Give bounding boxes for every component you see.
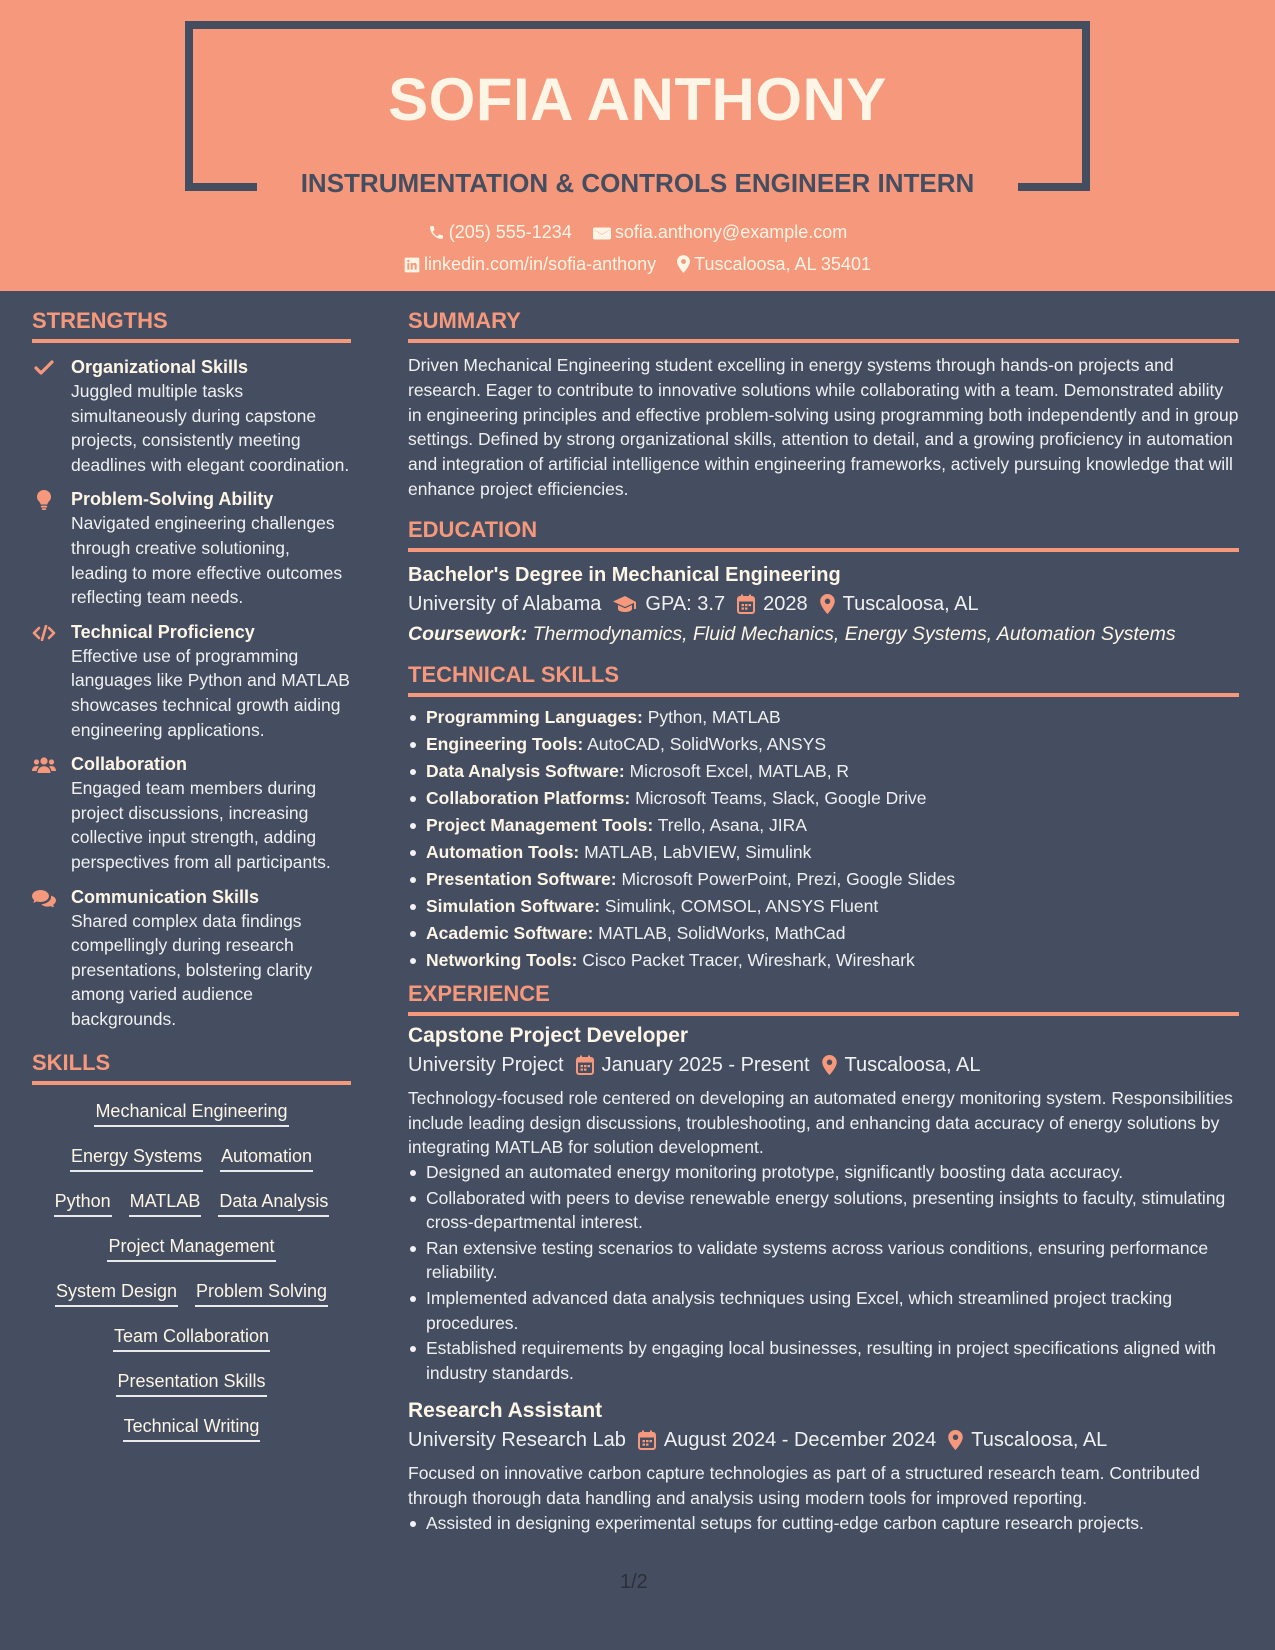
skill-row <box>32 1189 351 1217</box>
skill-value: MATLAB, LabVIEW, Simulink <box>584 841 812 862</box>
skill-label: Data Analysis Software: <box>426 760 625 781</box>
graduation-cap-icon <box>613 595 637 613</box>
list-item <box>408 894 1239 919</box>
strength-desc: Navigated engineering challenges through creative solutioning, leading to more effective outcomes reflecting team needs. <box>71 513 343 608</box>
linkedin-icon <box>404 257 420 273</box>
list-item: Established requirements by engaging local businesses, resulting in project specifications aligned with industry standards. <box>408 1336 1239 1385</box>
gpa-text: GPA: 3.7 <box>645 592 726 615</box>
skill-row <box>32 1234 351 1262</box>
coursework-list: Thermodynamics, Fluid Mechanics, Energy Systems, Automation Systems <box>532 622 1176 645</box>
summary-text: Driven Mechanical Engineering student excelling in energy systems through hands-on projects and research. Eager to contribute to innovative solutions while collaborating with a team. Demonstrated ability in engineering principles and effective problem-solving using programming both independently and in group settings. Defined by strong organizational skills, attention to detail, and a growing proficiency in automation and integration of artificial intelligence within engineering frameworks, actively pursuing knowledge that will enhance project efficiencies. <box>408 355 1239 499</box>
skill-value: Microsoft PowerPoint, Prezi, Google Slides <box>621 868 956 889</box>
job-dates: August 2024 - December 2024 <box>663 1429 937 1452</box>
list-item <box>408 921 1239 946</box>
contact-row-2 <box>0 252 1275 276</box>
users-icon <box>32 755 56 775</box>
coursework <box>408 619 1239 649</box>
skill-label: Automation Tools: <box>426 841 580 862</box>
strength-title: Collaboration <box>71 754 187 775</box>
list-item: Implemented advanced data analysis techniques using Excel, which streamlined project tracking procedures. <box>408 1286 1239 1335</box>
skill-tag: Energy Systems <box>70 1144 203 1172</box>
skill-value: Microsoft Teams, Slack, Google Drive <box>635 787 927 808</box>
school-location: Tuscaloosa, AL <box>842 592 979 615</box>
linkedin-item[interactable] <box>404 252 656 276</box>
email-text: sofia.anthony@example.com <box>614 222 848 242</box>
job-entry <box>408 1022 1239 1385</box>
phone-icon <box>428 224 445 241</box>
graduation-year: 2028 <box>763 592 808 615</box>
strength-desc: Shared complex data findings compellingly during research presentations, bolstering clarity among varied audience backgrounds. <box>71 910 313 1029</box>
list-item <box>408 813 1239 838</box>
technical-skills-list <box>408 705 1239 972</box>
skill-label: Engineering Tools: <box>426 733 584 754</box>
skill-row <box>32 1324 351 1352</box>
page-indicator: 1/2 <box>620 1571 648 1593</box>
job-bullets <box>408 1511 1239 1536</box>
school-name: University of Alabama <box>408 592 602 615</box>
header-frame <box>185 183 257 191</box>
job-bullets <box>408 1160 1239 1385</box>
phone-text: (205) 555-1234 <box>448 222 572 242</box>
degree-title: Bachelor's Degree in Mechanical Engineering <box>408 563 841 586</box>
technical-skills-heading: TECHNICAL SKILLS <box>408 661 1239 697</box>
job-location: Tuscaloosa, AL <box>971 1429 1108 1452</box>
job-org: University Research Lab <box>408 1429 626 1452</box>
list-item <box>408 705 1239 730</box>
list-item <box>408 786 1239 811</box>
skill-tag: Team Collaboration <box>113 1324 270 1352</box>
job-description: Technology-focused role centered on developing an automated energy monitoring system. Responsibilities include leading design discussions, troubleshooting, and enhancing data accuracy of energy solutions by integrating MATLAB for solution development. <box>408 1088 1233 1158</box>
list-item: Collaborated with peers to devise renewable energy solutions, presenting insights to faculty, stimulating cross-departmental interest. <box>408 1186 1239 1235</box>
skill-row <box>32 1414 351 1442</box>
strength-item <box>32 885 351 1032</box>
list-item <box>408 948 1239 973</box>
skill-row <box>32 1279 351 1307</box>
envelope-icon <box>593 226 611 241</box>
skill-tag: Project Management <box>107 1234 275 1262</box>
job-meta <box>408 1050 1239 1080</box>
header-frame <box>185 21 193 191</box>
list-item: Ran extensive testing scenarios to validate systems across various conditions, ensuring performance reliability. <box>408 1236 1239 1285</box>
skill-tag: Technical Writing <box>123 1414 261 1442</box>
list-item: Assisted in designing experimental setups for cutting-edge carbon capture research projects. <box>408 1511 1239 1536</box>
education-heading: EDUCATION <box>408 516 1239 552</box>
skills-heading: SKILLS <box>32 1049 351 1085</box>
strength-desc: Juggled multiple tasks simultaneously during capstone projects, consistently meeting deadlines with elegant coordination. <box>71 381 350 475</box>
job-location: Tuscaloosa, AL <box>844 1054 981 1077</box>
strength-title: Organizational Skills <box>71 357 249 377</box>
right-column <box>408 291 1239 1536</box>
strength-item <box>32 487 351 609</box>
job-entry-title: Research Assistant <box>408 1399 603 1423</box>
skill-value: Microsoft Excel, MATLAB, R <box>629 760 850 781</box>
calendar-icon <box>638 1430 656 1450</box>
strength-desc: Engaged team members during project discussions, increasing collective input strength, adding perspectives from all participants. <box>71 778 331 872</box>
skill-tag: Mechanical Engineering <box>94 1099 288 1127</box>
skill-tag: Data Analysis <box>218 1189 329 1217</box>
header-frame <box>1018 183 1090 191</box>
skill-label: Programming Languages: <box>426 706 643 727</box>
phone-item[interactable] <box>428 220 572 244</box>
location-item <box>677 252 871 276</box>
job-title: INSTRUMENTATION & CONTROLS ENGINEER INTERN <box>300 168 975 198</box>
coursework-label: Coursework: <box>408 622 528 645</box>
strength-item <box>32 752 351 874</box>
email-item[interactable] <box>593 220 847 244</box>
job-entry-title: Capstone Project Developer <box>408 1024 689 1048</box>
strength-item <box>32 355 351 477</box>
calendar-icon <box>737 594 755 614</box>
calendar-icon <box>576 1055 594 1075</box>
list-item <box>408 732 1239 757</box>
list-item <box>408 867 1239 892</box>
skill-tag: System Design <box>55 1279 178 1307</box>
contact-row-1 <box>0 220 1275 244</box>
skill-label: Project Management Tools: <box>426 814 654 835</box>
skill-tag: Presentation Skills <box>116 1369 266 1397</box>
skill-tag: Problem Solving <box>195 1279 328 1307</box>
skill-value: Python, MATLAB <box>647 706 781 727</box>
skills-tags <box>32 1099 351 1442</box>
map-pin-icon <box>822 1055 837 1075</box>
education-meta <box>408 589 1239 619</box>
skill-tag: Automation <box>220 1144 313 1172</box>
job-description: Focused on innovative carbon capture technologies as part of a structured research team. Contributed through thorough data handling and analysis using modern tools for improved reporting. <box>408 1463 1200 1508</box>
strength-title: Problem-Solving Ability <box>71 489 274 510</box>
map-pin-icon <box>948 1430 963 1450</box>
skill-value: Cisco Packet Tracer, Wireshark, Wireshark <box>582 949 915 970</box>
skill-label: Simulation Software: <box>426 895 601 916</box>
skill-label: Academic Software: <box>426 922 594 943</box>
check-icon <box>32 358 56 378</box>
map-pin-icon <box>820 594 835 614</box>
header-frame <box>1082 21 1090 191</box>
skill-tag: MATLAB <box>129 1189 202 1217</box>
list-item <box>408 840 1239 865</box>
skill-tag: Python <box>54 1189 112 1217</box>
lightbulb-icon <box>32 490 56 510</box>
list-item <box>408 759 1239 784</box>
skill-value: MATLAB, SolidWorks, MathCad <box>598 922 846 943</box>
candidate-name: SOFIA ANTHONY <box>388 66 887 133</box>
job-org: University Project <box>408 1054 564 1077</box>
comments-icon <box>32 888 56 908</box>
skill-value: Trello, Asana, JIRA <box>657 814 807 835</box>
job-entry <box>408 1397 1239 1535</box>
skill-value: Simulink, COMSOL, ANSYS Fluent <box>604 895 879 916</box>
skill-row <box>32 1144 351 1172</box>
linkedin-text: linkedin.com/in/sofia-anthony <box>424 254 657 274</box>
skill-label: Presentation Software: <box>426 868 617 889</box>
job-meta <box>408 1425 1239 1455</box>
strengths-heading: STRENGTHS <box>32 307 351 343</box>
skill-value: AutoCAD, SolidWorks, ANSYS <box>587 733 827 754</box>
strength-title: Communication Skills <box>71 886 260 907</box>
left-column <box>32 291 351 1442</box>
skill-label: Collaboration Platforms: <box>426 787 631 808</box>
skill-row <box>32 1099 351 1127</box>
job-dates: January 2025 - Present <box>601 1054 810 1077</box>
location-text: Tuscaloosa, AL 35401 <box>694 254 871 274</box>
list-item: Designed an automated energy monitoring prototype, significantly boosting data accuracy. <box>408 1160 1239 1185</box>
summary-heading: SUMMARY <box>408 307 1239 343</box>
strength-title: Technical Proficiency <box>71 621 255 642</box>
experience-heading: EXPERIENCE <box>408 980 1239 1016</box>
skill-label: Networking Tools: <box>426 949 578 970</box>
code-icon <box>32 623 56 643</box>
resume-header <box>0 0 1275 291</box>
map-pin-icon <box>677 255 690 273</box>
skill-row <box>32 1369 351 1397</box>
strength-item <box>32 620 351 742</box>
header-frame <box>185 21 1090 29</box>
strength-desc: Effective use of programming languages like Python and MATLAB showcases technical growth aiding engineering applications. <box>71 645 350 740</box>
